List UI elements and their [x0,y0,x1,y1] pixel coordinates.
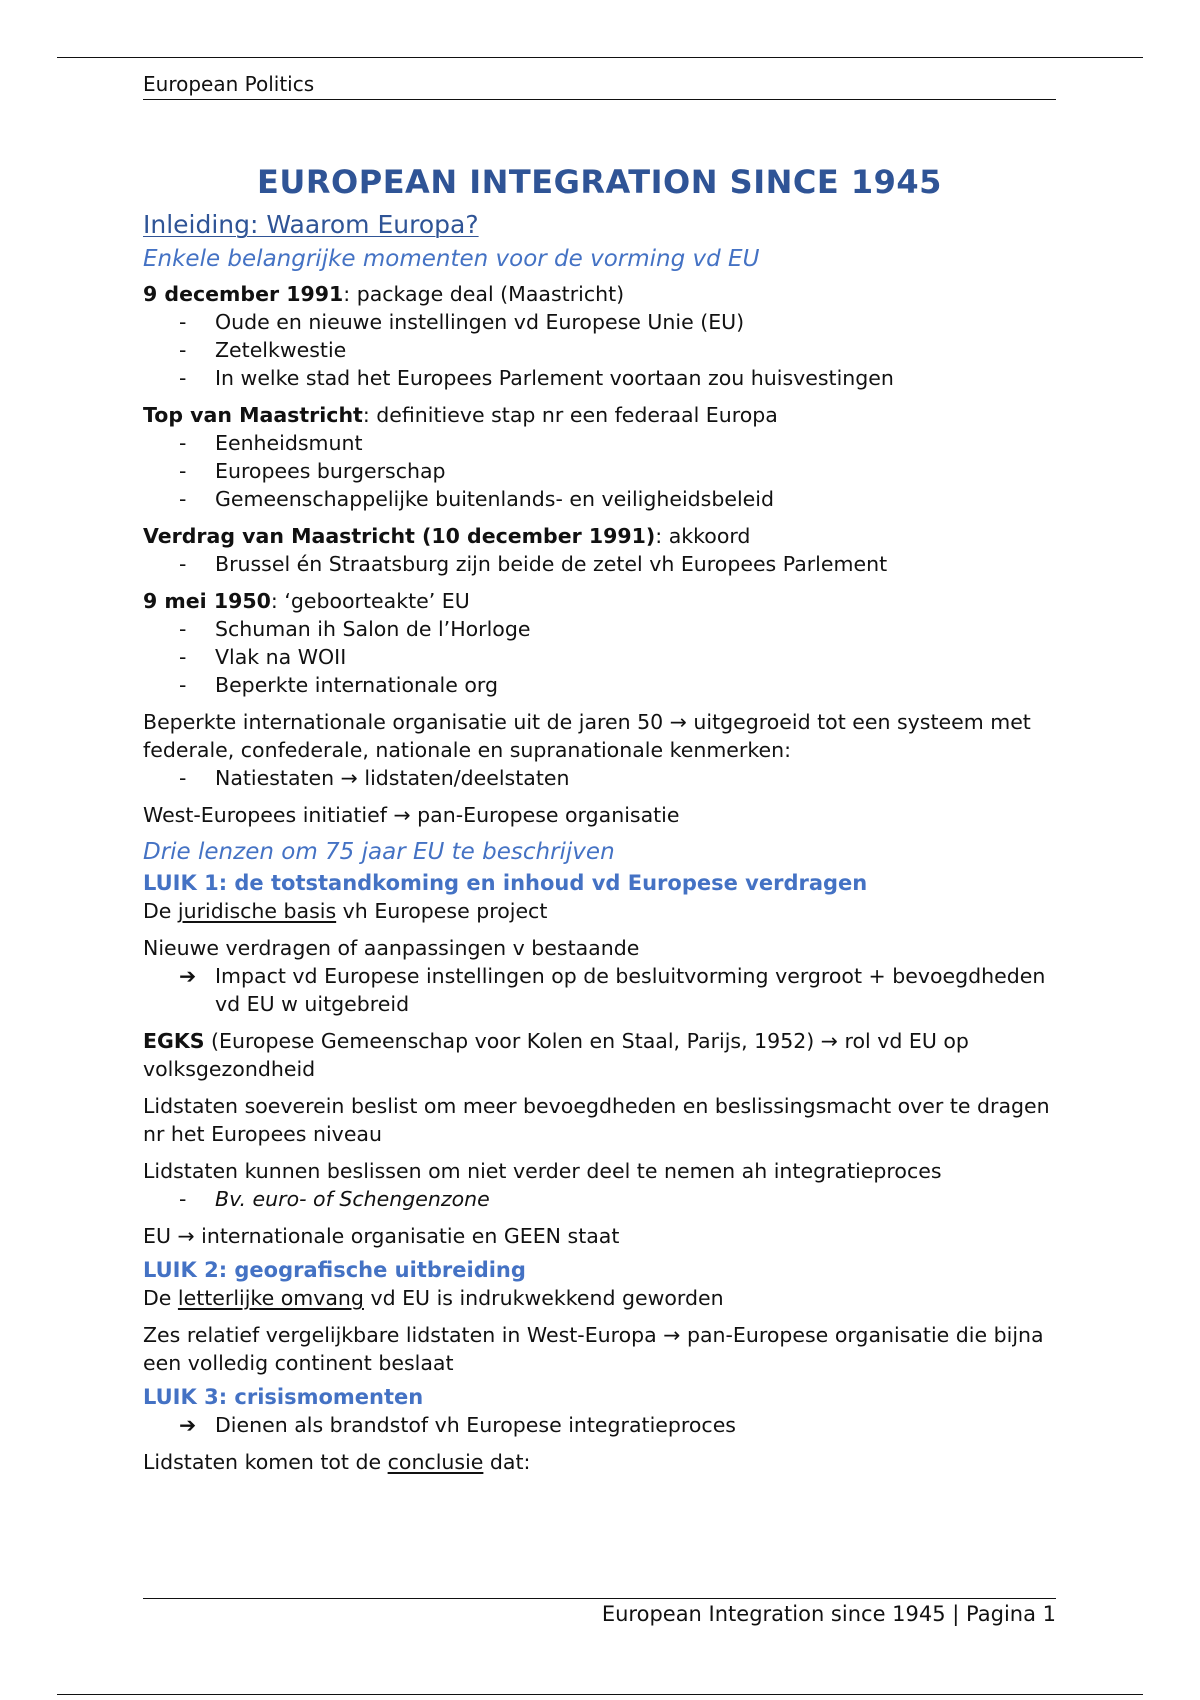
list-item: - Zetelkwestie [179,338,347,362]
running-footer: European Integration since 1945 | Pagina 1 [601,1602,1056,1626]
list-item: - Bv. euro- of Schengenzone [179,1187,490,1211]
list-item: - Beperkte internationale org [179,673,499,697]
dash-bullet: - [179,310,187,334]
list-verdrag-van-maastricht [143,550,1056,578]
document-body [143,160,1056,1485]
paragraph-west-europees: West-Europees initiatief → pan-Europese organisatie [143,803,680,827]
list-item: - Natiestaten → lidstaten/deelstaten [179,766,570,790]
arrow-bullet-icon: ➔ [179,964,197,988]
paragraph-beperkte-organisatie: Beperkte internationale organisatie uit de jaren 50 → uitgegroeid tot een systeem met federale, confederale, nationale en supranationale kenmerken: [143,710,1031,762]
list-9-december-1991 [143,308,1056,392]
list-schengen [143,1185,1056,1213]
paragraph-lidstaten-soeverein: Lidstaten soeverein beslist om meer bevoegdheden en beslissingsmacht over te dragen nr het Europees niveau [143,1094,1050,1146]
heading-luik-1: LUIK 1: de totstandkoming en inhoud vd Europese verdragen [143,871,868,895]
paragraph-9-mei-1950: 9 mei 1950: ‘geboorteakte’ EU [143,589,470,613]
list-item: ➔ Impact vd Europese instellingen op de besluitvorming vergroot + bevoegdheden vd EU w uitgebreid [179,964,1046,1016]
dash-bullet: - [179,459,187,483]
paragraph-egks: EGKS (Europese Gemeenschap voor Kolen en Staal, Parijs, 1952) → rol vd EU op volksgezondheid [143,1029,969,1081]
heading-inleiding: Inleiding: Waarom Europa? [143,210,479,239]
paragraph-top-van-maastricht: Top van Maastricht: definitieve stap nr een federaal Europa [143,403,778,427]
arrow-bullet-icon: ➔ [179,1413,197,1437]
dash-bullet: - [179,645,187,669]
list-item: ➔ Dienen als brandstof vh Europese integratieproces [179,1413,736,1437]
list-item: - Vlak na WOII [179,645,347,669]
heading-momenten: Enkele belangrijke momenten voor de vorming vd EU [143,246,760,272]
dash-bullet: - [179,766,187,790]
running-header: European Politics [143,72,315,96]
dash-bullet: - [179,673,187,697]
list-impact [143,962,1056,1018]
paragraph-eu-geen-staat: EU → internationale organisatie en GEEN staat [143,1224,620,1248]
dash-bullet: - [179,617,187,641]
list-item: - Eenheidsmunt [179,431,363,455]
list-item: - Schuman ih Salon de l’Horloge [179,617,531,641]
list-item: - Europees burgerschap [179,459,446,483]
paragraph-zes-lidstaten: Zes relatief vergelijkbare lidstaten in West-Europa → pan-Europese organisatie die bijna een volledig continent beslaat [143,1323,1044,1375]
paragraph-9-december-1991: 9 december 1991: package deal (Maastricht) [143,282,625,306]
dash-bullet: - [179,338,187,362]
document-title: EUROPEAN INTEGRATION SINCE 1945 [257,163,942,201]
header-rule [143,99,1056,100]
paragraph-nieuwe-verdragen: Nieuwe verdragen of aanpassingen v bestaande [143,936,640,960]
footer-rule [143,1598,1056,1599]
list-top-van-maastricht [143,429,1056,513]
dash-bullet: - [179,431,187,455]
page-top-rule [57,57,1143,58]
list-item: - Brussel én Straatsburg zijn beide de zetel vh Europees Parlement [179,552,888,576]
list-item: - Gemeenschappelijke buitenlands- en veiligheidsbeleid [179,487,774,511]
dash-bullet: - [179,366,187,390]
heading-luik-3: LUIK 3: crisismomenten [143,1385,424,1409]
dash-bullet: - [179,1187,187,1211]
paragraph-conclusie: Lidstaten komen tot de conclusie dat: [143,1450,531,1474]
paragraph-letterlijke-omvang: De letterlijke omvang vd EU is indrukwekkend geworden [143,1286,724,1310]
list-item: - Oude en nieuwe instellingen vd Europese Unie (EU) [179,310,745,334]
list-item: - In welke stad het Europees Parlement voortaan zou huisvestingen [179,366,894,390]
paragraph-juridische-basis: De juridische basis vh Europese project [143,899,548,923]
list-brandstof [143,1411,1056,1439]
page-bottom-rule [57,1694,1143,1695]
list-9-mei-1950 [143,615,1056,699]
heading-luik-2: LUIK 2: geografische uitbreiding [143,1258,526,1282]
paragraph-lidstaten-kunnen: Lidstaten kunnen beslissen om niet verder deel te nemen ah integratieproces [143,1159,942,1183]
dash-bullet: - [179,552,187,576]
heading-drie-lenzen: Drie lenzen om 75 jaar EU te beschrijven [143,839,615,865]
list-natiestaten [143,764,1056,792]
dash-bullet: - [179,487,187,511]
paragraph-verdrag-van-maastricht: Verdrag van Maastricht (10 december 1991): akkoord [143,524,751,548]
